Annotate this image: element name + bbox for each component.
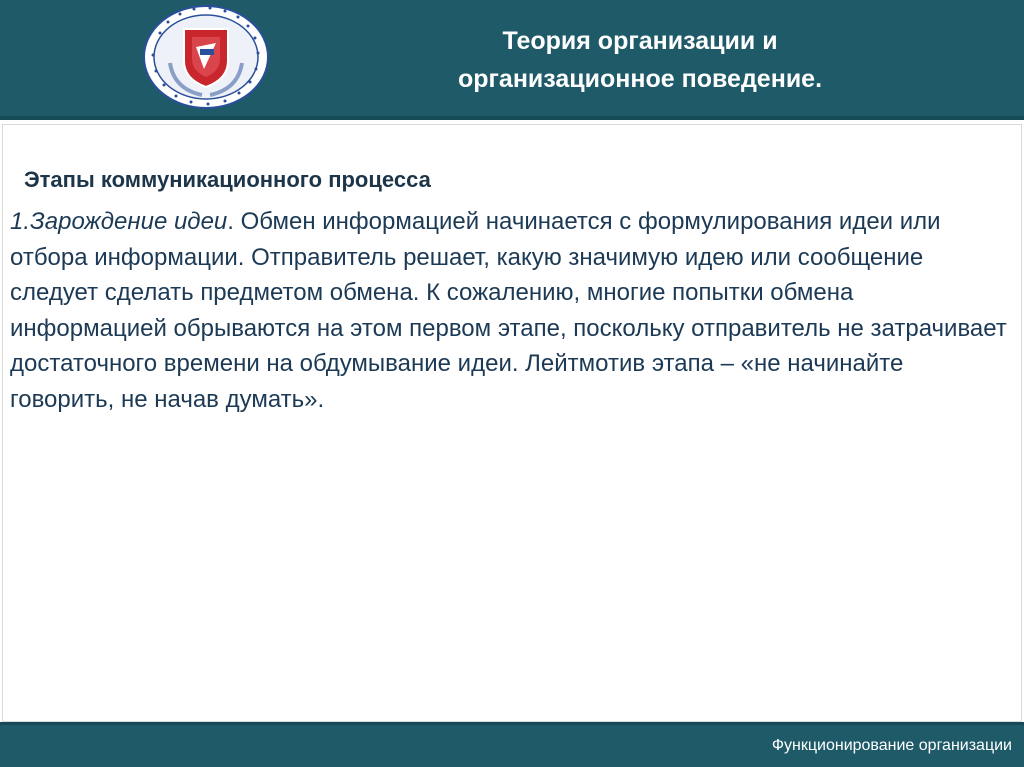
stage-lead: 1.Зарождение идеи <box>10 208 228 235</box>
body-paragraph <box>10 204 1014 417</box>
header-bar <box>0 0 1024 120</box>
university-seal-icon <box>140 3 272 111</box>
stage-text: . Обмен информацией начинается с формулирования идеи или отбора информации. Отправитель решает, какую значимую идею или сообщение следует сделать предметом обмена. К сожалению, многие попытки обмена информацией обрываются на этом первом этапе, поскольку отправитель не затрачивает достаточного времени на обдумывание идеи. Лейтмотив этапа – «не начинайте говорить, не начав думать». <box>10 208 1007 413</box>
page-title: Теория организации и организационное поведение. <box>457 27 823 93</box>
footer-label: Функционирование организации <box>771 737 1012 754</box>
footer-bar <box>0 722 1024 767</box>
section-heading: Этапы коммуникационного процесса <box>24 167 431 192</box>
